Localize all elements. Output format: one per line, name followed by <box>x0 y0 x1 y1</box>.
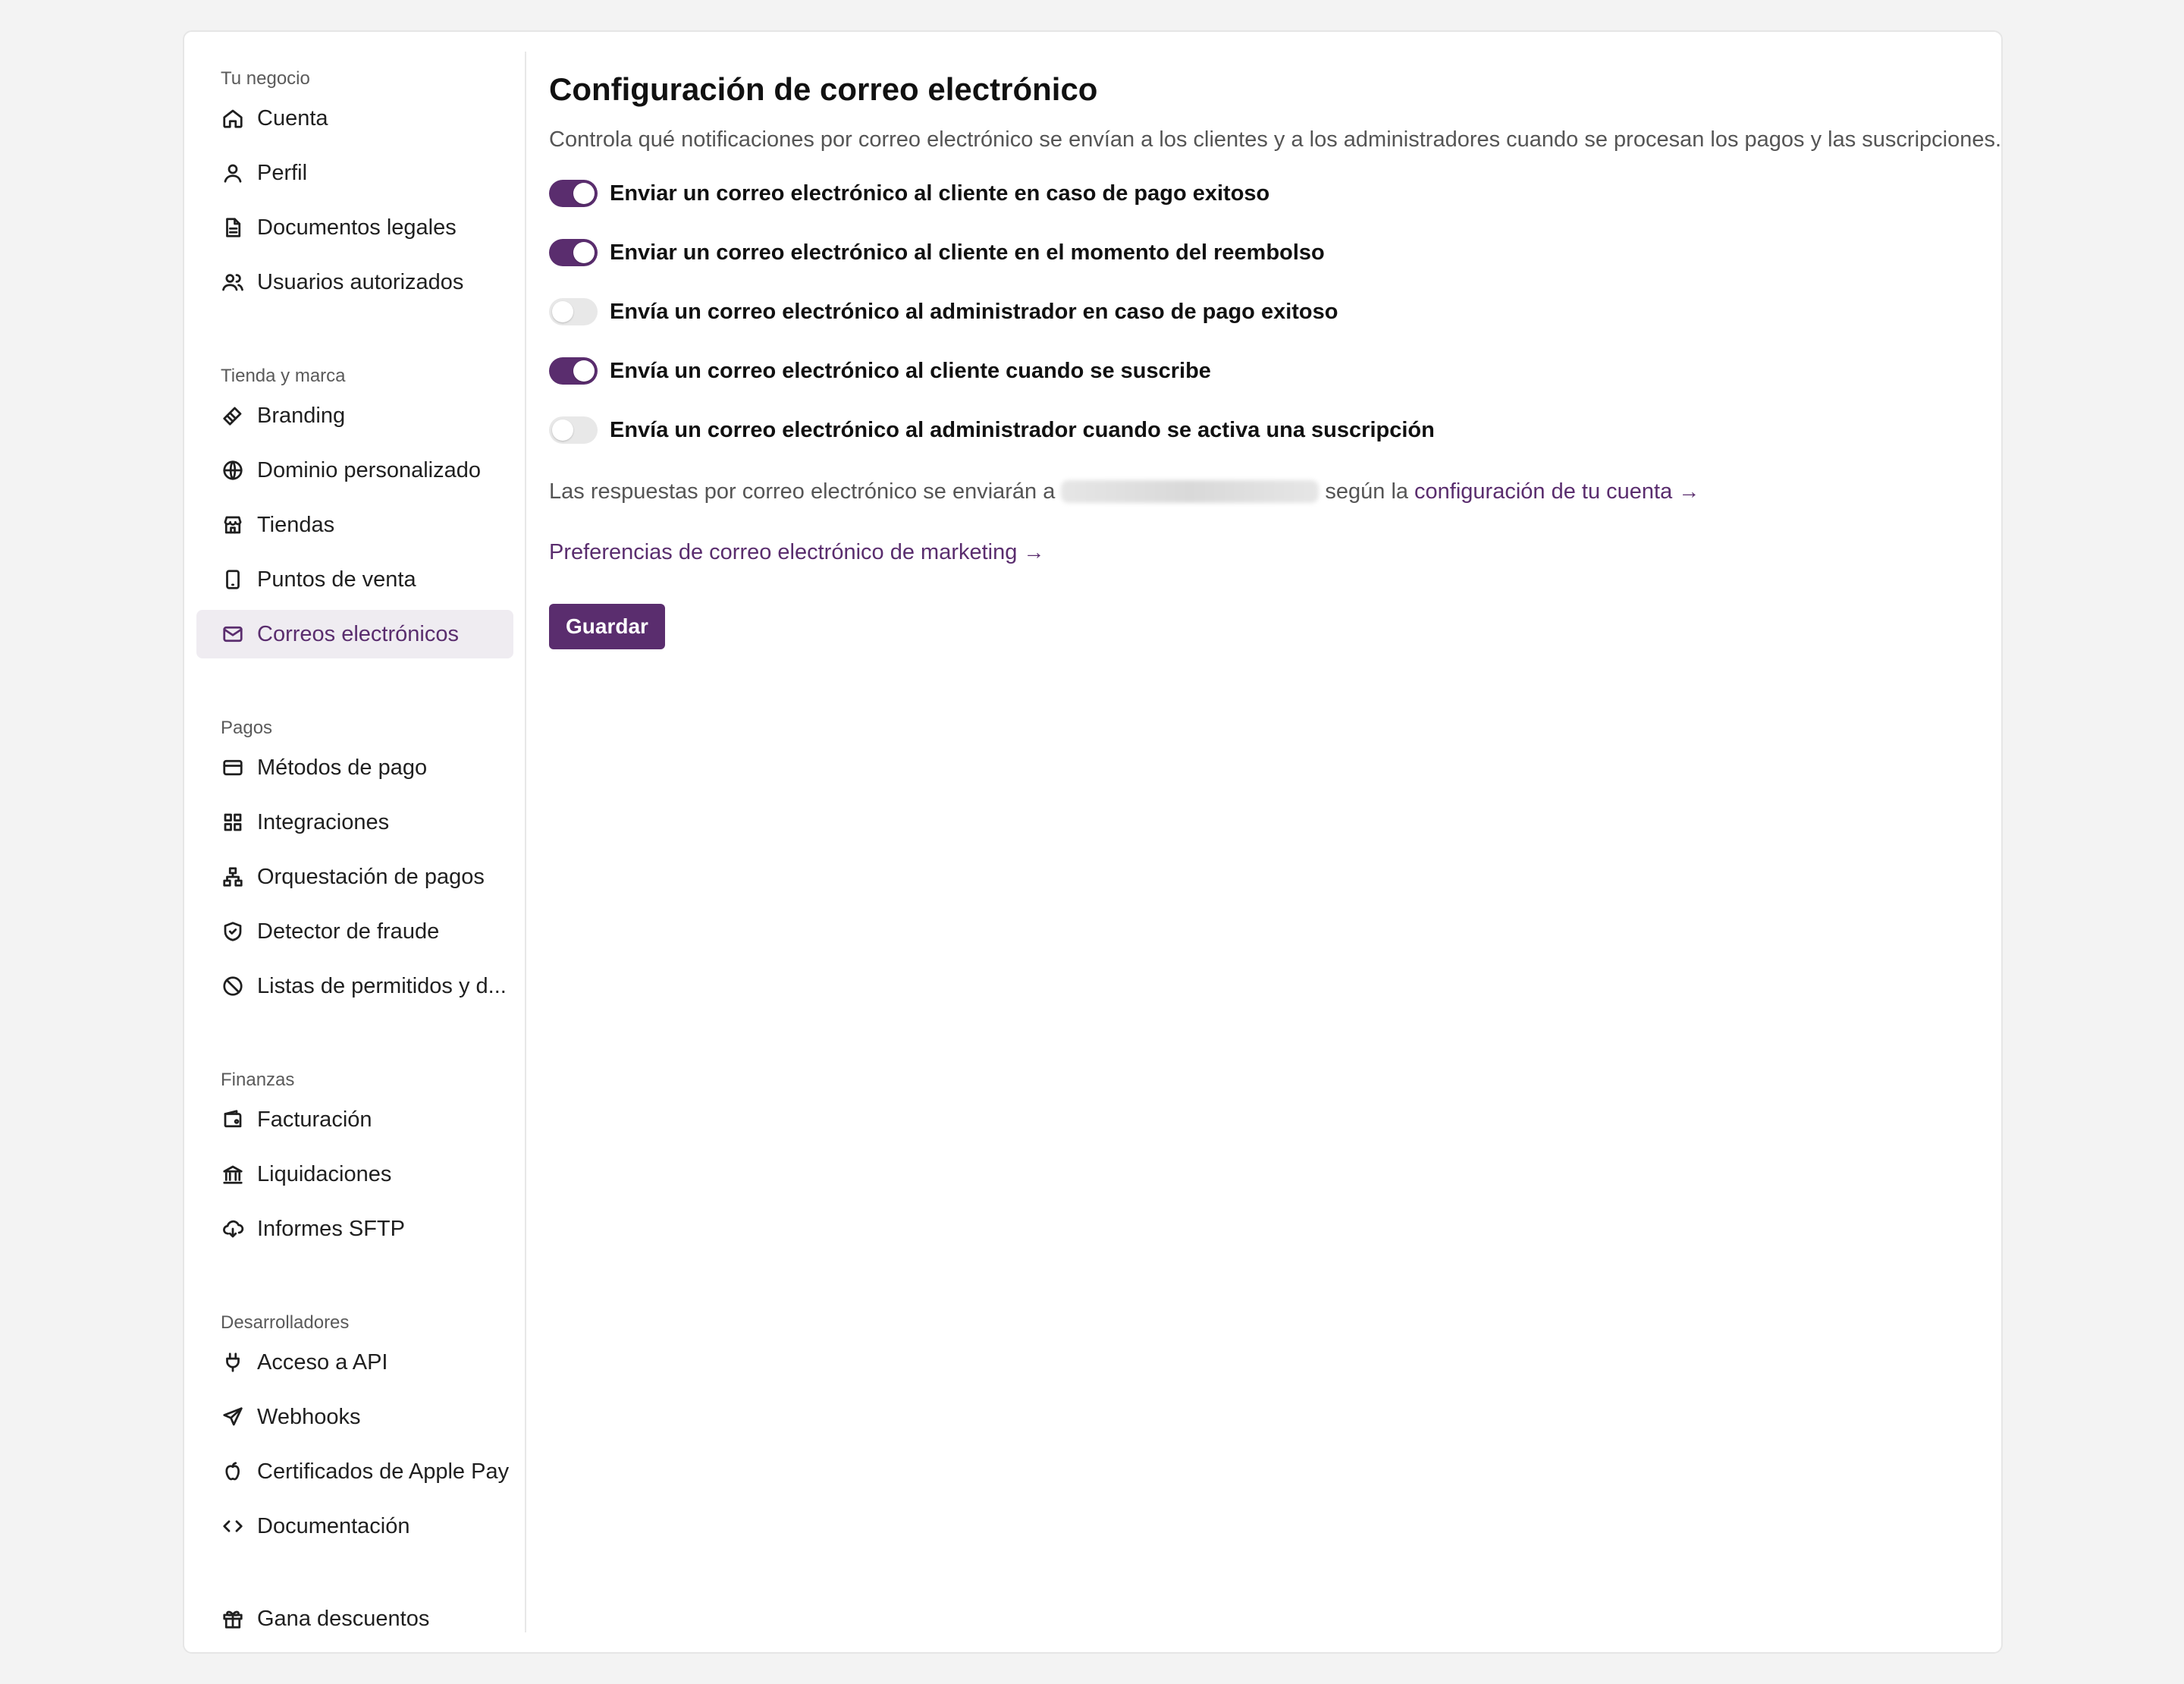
sidebar-item-label: Facturación <box>257 1107 372 1132</box>
toggle-switch[interactable] <box>549 180 598 207</box>
apple-icon <box>221 1459 245 1484</box>
toggle-label: Envía un correo electrónico al cliente cuando se suscribe <box>610 358 1211 383</box>
users-icon <box>221 270 245 294</box>
sidebar-item-label: Correos electrónicos <box>257 621 459 646</box>
sidebar-item-label: Orquestación de pagos <box>257 864 485 889</box>
settings-card <box>183 30 2003 1654</box>
blurred-email <box>1061 480 1319 503</box>
nav-footer <box>196 1594 513 1649</box>
sidebar-item-label: Dominio personalizado <box>257 457 481 482</box>
toggle-knob <box>573 183 595 204</box>
sidebar-item[interactable] <box>196 610 513 658</box>
shield-check-icon <box>221 919 245 944</box>
plug-icon <box>221 1350 245 1375</box>
notification-toggle-row <box>549 223 1978 282</box>
sidebar-item-label: Puntos de venta <box>257 567 416 592</box>
toggle-label: Envía un correo electrónico al administrador en caso de pago exitoso <box>610 299 1338 324</box>
sidebar-item[interactable] <box>196 1150 513 1199</box>
toggle-knob <box>573 242 595 263</box>
main-content <box>549 62 2002 649</box>
sidebar-item[interactable] <box>196 203 513 252</box>
sidebar-item-label: Certificados de Apple Pay <box>257 1459 510 1484</box>
sidebar-item[interactable] <box>196 1338 513 1387</box>
toggle-list <box>549 164 1978 460</box>
tablet-icon <box>221 567 245 592</box>
toggle-switch[interactable] <box>549 239 598 266</box>
cloud-download-icon <box>221 1217 245 1241</box>
sidebar-item-label: Tiendas <box>257 512 335 537</box>
sidebar-item[interactable] <box>196 1095 513 1144</box>
sidebar-item[interactable] <box>196 446 513 495</box>
network-icon <box>221 865 245 889</box>
nav-section-heading: Tienda y marca <box>221 366 346 386</box>
sidebar-item[interactable] <box>196 501 513 549</box>
nav-section-heading: Pagos <box>221 718 273 738</box>
sidebar-item[interactable] <box>196 149 513 197</box>
sidebar-item[interactable] <box>196 1393 513 1441</box>
page-title: Configuración de correo electrónico <box>549 71 1098 107</box>
toggle-switch[interactable] <box>549 298 598 325</box>
brush-icon <box>221 404 245 428</box>
sidebar-item[interactable] <box>196 907 513 956</box>
sidebar-item[interactable] <box>196 258 513 306</box>
sidebar-item[interactable] <box>196 743 513 792</box>
sidebar-item-label: Webhooks <box>257 1404 361 1429</box>
sidebar <box>184 32 526 1652</box>
nav-section <box>196 1308 513 1557</box>
notification-toggle-row <box>549 401 1978 460</box>
sidebar-item-label: Detector de fraude <box>257 919 440 944</box>
sidebar-item[interactable] <box>196 1502 513 1550</box>
nav-section-heading: Desarrolladores <box>221 1312 350 1333</box>
toggle-label: Envía un correo electrónico al administrador cuando se activa una suscripción <box>610 417 1435 442</box>
sidebar-item-rewards[interactable] <box>196 1594 513 1643</box>
reply-suffix: según la <box>1325 479 1409 504</box>
nav-section <box>196 1065 513 1259</box>
sidebar-item[interactable] <box>196 1205 513 1253</box>
home-icon <box>221 106 245 130</box>
sidebar-item-label: Informes SFTP <box>257 1216 405 1241</box>
sidebar-item-label: Liquidaciones <box>257 1161 392 1186</box>
marketing-preferences-link[interactable]: Preferencias de correo electrónico de marketing <box>549 540 1018 564</box>
marketing-preferences <box>549 522 1978 583</box>
user-icon <box>221 161 245 185</box>
arrow-right-icon: → <box>1678 479 1700 503</box>
wallet-icon <box>221 1107 245 1132</box>
code-icon <box>221 1514 245 1538</box>
toggle-switch[interactable] <box>549 416 598 444</box>
nav-section-heading: Tu negocio <box>221 68 310 89</box>
arrow-right-icon: → <box>1023 540 1045 564</box>
sidebar-item[interactable] <box>196 555 513 604</box>
nav-section <box>196 361 513 664</box>
sidebar-item[interactable] <box>196 962 513 1010</box>
sidebar-divider <box>525 52 526 1632</box>
sidebar-item-label: Métodos de pago <box>257 755 428 780</box>
notification-toggle-row <box>549 282 1978 341</box>
mail-icon <box>221 622 245 646</box>
sidebar-item-label: Perfil <box>257 160 308 185</box>
nav-section <box>196 713 513 1016</box>
sidebar-item[interactable] <box>196 391 513 440</box>
notification-toggle-row <box>549 341 1978 401</box>
sidebar-item[interactable] <box>196 853 513 901</box>
store-icon <box>221 513 245 537</box>
sidebar-item-label: Documentos legales <box>257 215 457 240</box>
sidebar-item-label: Gana descuentos <box>257 1606 430 1631</box>
reply-prefix: Las respuestas por correo electrónico se enviarán a <box>549 479 1056 504</box>
reply-info <box>549 461 1978 522</box>
save-button[interactable]: Guardar <box>549 604 665 649</box>
nav-section <box>196 64 513 313</box>
sidebar-item[interactable] <box>196 1447 513 1496</box>
sidebar-item-label: Integraciones <box>257 809 390 834</box>
notification-toggle-row <box>549 164 1978 223</box>
account-settings-link[interactable]: configuración de tu cuenta <box>1414 479 1673 504</box>
toggle-knob <box>552 301 573 322</box>
ban-icon <box>221 974 245 998</box>
sidebar-item-label: Documentación <box>257 1513 410 1538</box>
toggle-knob <box>552 419 573 441</box>
toggle-label: Enviar un correo electrónico al cliente en caso de pago exitoso <box>610 181 1270 206</box>
sidebar-item[interactable] <box>196 798 513 847</box>
toggle-knob <box>573 360 595 382</box>
toggle-switch[interactable] <box>549 357 598 385</box>
sidebar-item[interactable] <box>196 94 513 143</box>
bank-icon <box>221 1162 245 1186</box>
sidebar-item-label: Cuenta <box>257 105 328 130</box>
document-icon <box>221 215 245 240</box>
page-description: Controla qué notificaciones por correo electrónico se envían a los clientes y a los administradores cuando se procesan los pagos y las suscripciones. <box>549 127 2002 152</box>
sidebar-item-label: Acceso a API <box>257 1349 388 1375</box>
grid-icon <box>221 810 245 834</box>
toggle-label: Enviar un correo electrónico al cliente en el momento del reembolso <box>610 240 1325 265</box>
credit-card-icon <box>221 756 245 780</box>
nav-section-heading: Finanzas <box>221 1070 295 1090</box>
sidebar-item-label: Branding <box>257 403 346 428</box>
globe-icon <box>221 458 245 482</box>
sidebar-item-label: Listas de permitidos y d... <box>257 973 507 998</box>
gift-icon <box>221 1607 245 1631</box>
sidebar-item-label: Usuarios autorizados <box>257 269 464 294</box>
send-icon <box>221 1405 245 1429</box>
